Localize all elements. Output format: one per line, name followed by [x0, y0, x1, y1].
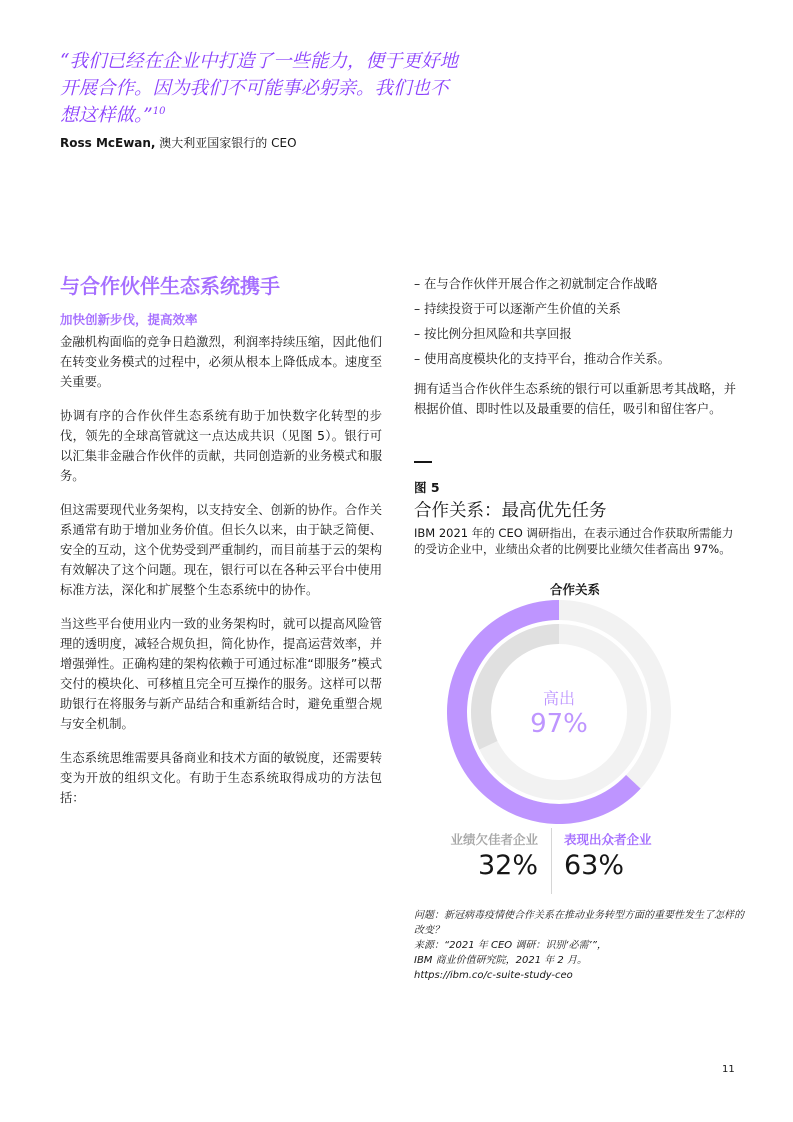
paragraph: 金融机构面临的竞争日趋激烈，利润率持续压缩，因此他们在转变业务模式的过程中，必须从根本上降低成本。速度至关重要。 [60, 335, 382, 389]
source-link: https://ibm.co/c-suite-study-ceo [414, 970, 573, 981]
section-subtitle: 加快创新步伐，提高效率 [60, 312, 198, 327]
legend-outperformers: 表现出众者企业 [564, 832, 652, 847]
legend-divider [551, 828, 552, 894]
figure-description: IBM 2021 年的 CEO 调研指出，在表示通过合作获取所需能力的受访企业中，业绩出众者的比例要比业绩欠佳者高出 97%。 [414, 526, 734, 556]
center-label: 高出 [542, 689, 576, 708]
section-title: 与合作伙伴生态系统携手 [60, 274, 280, 298]
paragraph: 生态系统思维需要具备商业和技术方面的敏锐度，还需要转变为开放的组织文化。有助于生态系统取得成功的方法包括： [60, 751, 382, 805]
attribution-role: 澳大利亚国家银行的 CEO [155, 136, 297, 150]
figure-title: 合作关系：最高优先任务 [414, 501, 607, 521]
closing-paragraph: 拥有适当合作伙伴生态系统的银行可以重新思考其战略，并根据价值、即时性以及最重要的信任，吸引和留住客户。 [414, 382, 736, 416]
page-number: 11 [722, 1064, 735, 1075]
source-line: IBM 商业价值研究院，2021 年 2 月。 [414, 955, 587, 966]
center-value: 97% [530, 709, 588, 739]
body-text-left [60, 332, 382, 822]
chart-title: 合作关系 [549, 582, 600, 597]
list-item: – 在与合作伙伴开展合作之初就制定合作战略 [414, 274, 734, 294]
figure-source [414, 908, 744, 983]
paragraph: 当这些平台使用业内一致的业务架构时，就可以提高风险管理的透明度，减轻合规负担，简化协作，提高运营效率，并增强弹性。正确构建的架构依赖于可通过标准“即服务”模式交付的模块化、可移植且完全可互操作的服务。这样可以帮助银行在将服务与新产品结合和重新结合时，避免重塑合规与安全机制。 [60, 617, 382, 731]
figure-label: 图 5 [414, 480, 440, 495]
quote-footnote: 10 [152, 105, 166, 117]
pull-quote [60, 48, 460, 129]
list-item: – 持续投资于可以逐渐产生价值的关系 [414, 299, 734, 319]
quote-attribution [60, 134, 297, 151]
list-item: – 使用高度模块化的支持平台，推动合作关系。 [414, 349, 734, 369]
success-methods-list [414, 274, 734, 374]
value-underperformers: 32% [477, 850, 538, 881]
quote-text: “我们已经在企业中打造了一些能力，便于更好地开展合作。因为我们不可能事必躬亲。我们也不想这样做。” [60, 51, 458, 126]
attribution-name: Ross McEwan, [60, 136, 156, 150]
figure-divider [414, 461, 432, 463]
source-line: 来源：“2021 年 CEO 调研：识别‘必需’”， [414, 940, 607, 951]
value-outperformers: 63% [564, 850, 625, 881]
paragraph: 但这需要现代业务架构，以支持安全、创新的协作。合作关系通常有助于增加业务价值。但长久以来，由于缺乏简便、安全的互动，这个优势受到严重制约，而目前基于云的架构有效解决了这个问题。现在，银行可以在各种云平台中使用标准方法，深化和扩展整个生态系统中的协作。 [60, 503, 382, 597]
list-item: – 按比例分担风险和共享回报 [414, 324, 734, 344]
donut-chart [447, 600, 671, 824]
source-question: 问题：新冠病毒疫情使合作关系在推动业务转型方面的重要性发生了怎样的改变？ [414, 910, 744, 936]
legend-underperformers: 业绩欠佳者企业 [450, 832, 538, 847]
paragraph: 协调有序的合作伙伴生态系统有助于加快数字化转型的步伐，领先的全球高管就这一点达成共识（见图 5）。银行可以汇集非金融合作伙伴的贡献，共同创造新的业务模式和服务。 [60, 409, 382, 483]
